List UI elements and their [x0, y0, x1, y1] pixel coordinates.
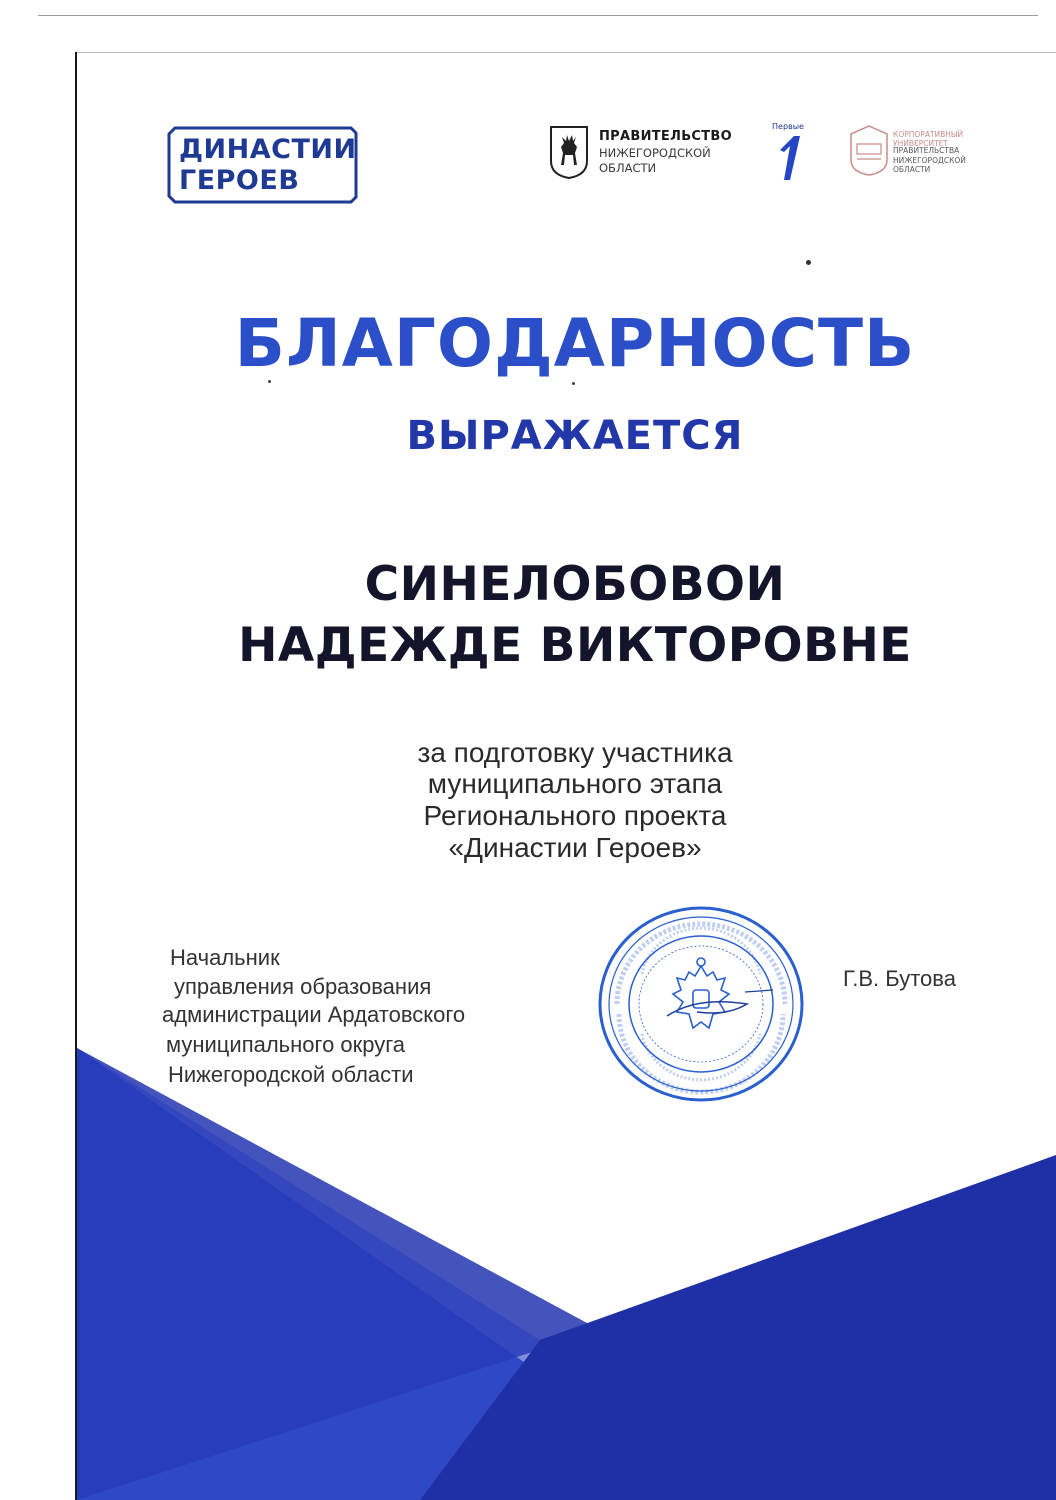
recipient-name: НАДЕЖДЕ ВИКТОРОВНЕ	[238, 618, 912, 673]
first-movement-logo	[772, 122, 812, 182]
government-logo	[549, 125, 749, 181]
recipient-surname: СИНЕЛОБОВОИ	[364, 557, 786, 612]
university-line2: ПРАВИТЕЛЬСТВА	[893, 146, 960, 155]
university-line3: НИЖЕГОРОДСКОЙ ОБЛАСТИ	[893, 156, 966, 174]
first-one-icon	[776, 134, 806, 182]
official-stamp-icon	[597, 904, 805, 1104]
corporate-university-logo	[849, 124, 999, 180]
gov-logo-line1: ПРАВИТЕЛЬСТВО	[599, 129, 732, 144]
scan-speck	[572, 382, 575, 385]
reason-line-3: Регионального проекта	[423, 800, 727, 831]
reason-line-1: за подготовку участника	[417, 737, 733, 768]
logo-dynasty-line2: ГЕРОЕВ	[179, 165, 300, 196]
certificate-subtitle: ВЫРАЖАЕТСЯ	[406, 413, 744, 459]
position-line-5: Нижегородской области	[168, 1062, 414, 1087]
gov-logo-line3: ОБЛАСТИ	[599, 161, 657, 175]
first-logo-caption: Первые	[772, 122, 804, 131]
position-line-4: муниципального округа	[166, 1032, 406, 1057]
deer-shield-icon	[549, 125, 589, 179]
dynasty-heroes-logo	[165, 126, 358, 204]
gov-logo-line2: НИЖЕГОРОДСКОЙ	[599, 146, 711, 160]
position-line-1: Начальник	[170, 945, 280, 970]
scan-speck	[806, 260, 811, 265]
certificate-title: БЛАГОДАРНОСТЬ	[234, 305, 916, 382]
university-emblem-icon	[849, 124, 889, 176]
reason-line-2: муниципального этапа	[427, 768, 723, 799]
logo-dynasty-line1: ДИНАСТИИ	[179, 134, 357, 165]
signer-name: Г.В. Бутова	[843, 966, 956, 991]
reason-line-4: «Династии Героев»	[448, 832, 702, 863]
university-line1: КОРПОРАТИВНЫЙ УНИВЕРСИТЕТ	[893, 130, 964, 148]
position-line-3: администрации Ардатовского	[162, 1002, 466, 1027]
position-line-2: управления образования	[174, 974, 432, 999]
